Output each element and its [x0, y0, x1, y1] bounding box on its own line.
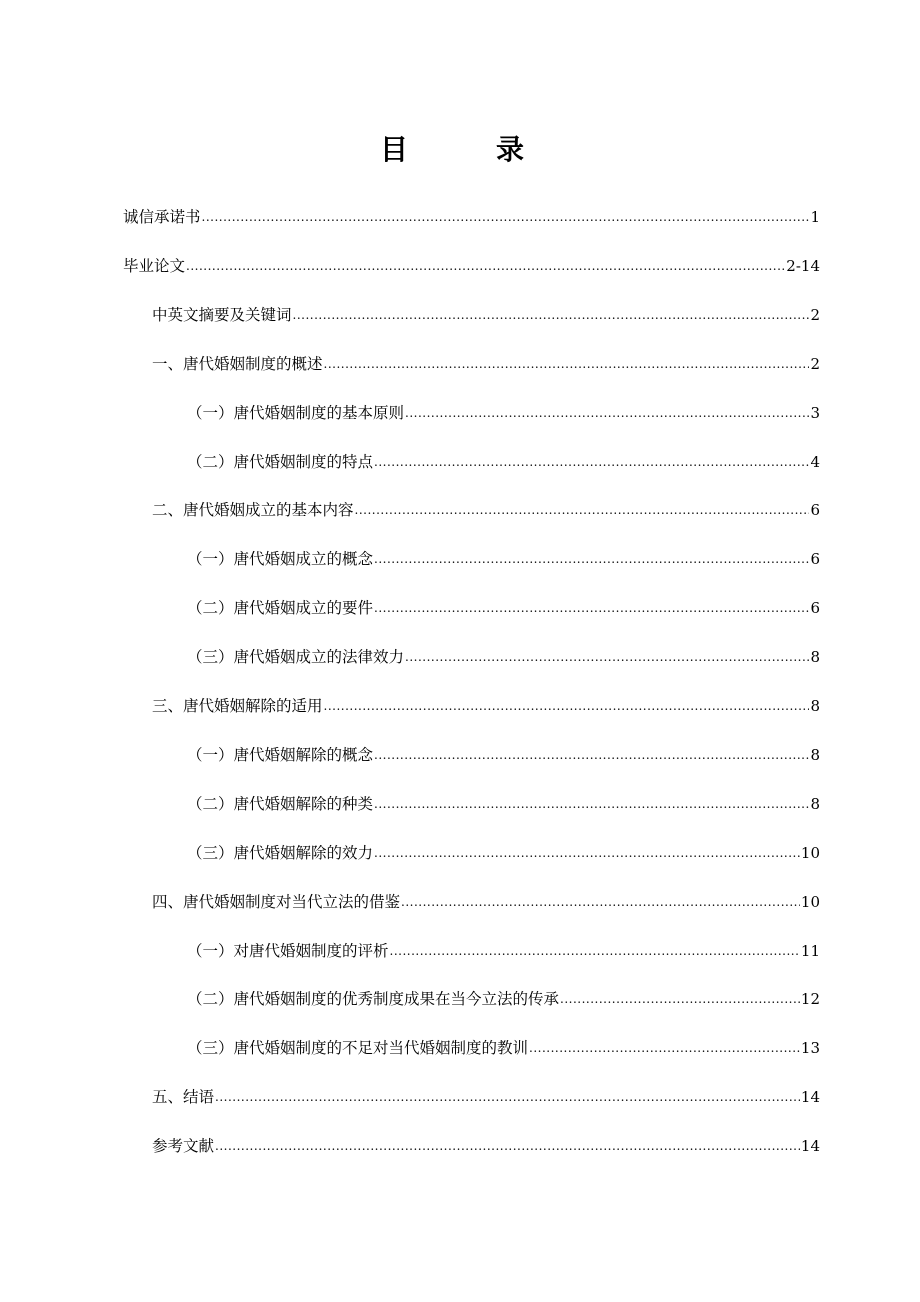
toc-leader-dots [374, 551, 809, 567]
toc-entry-page-number: 10 [800, 843, 820, 862]
toc-entry[interactable] [152, 1086, 820, 1108]
toc-leader-dots [293, 307, 810, 323]
toc-entry-page-number: 2 [810, 354, 820, 373]
toc-leader-dots [355, 502, 810, 518]
toc-entry-title: （三）唐代婚姻成立的法律效力 [187, 648, 405, 667]
toc-entry-page-number: 14 [800, 1137, 820, 1156]
toc-leader-dots [405, 405, 809, 421]
toc-entry-title: （二）唐代婚姻成立的要件 [187, 599, 374, 618]
toc-leader-dots [405, 649, 809, 665]
toc-entry-title: （一）唐代婚姻解除的概念 [187, 745, 374, 764]
toc-entry-page-number: 13 [800, 1039, 820, 1058]
toc-entry-title: 五、结语 [152, 1088, 215, 1107]
toc-entry-title: （二）唐代婚姻制度的特点 [187, 452, 374, 471]
toc-entry[interactable] [187, 597, 820, 619]
toc-entry-page-number: 11 [800, 941, 820, 960]
toc-leader-dots [186, 258, 785, 274]
toc-leader-dots [202, 209, 810, 225]
toc-entry-title: （一）对唐代婚姻制度的评析 [187, 941, 389, 960]
toc-entry-page-number: 6 [810, 501, 820, 520]
toc-entry-page-number: 8 [810, 794, 820, 813]
toc-entry-title: （一）唐代婚姻制度的基本原则 [187, 403, 405, 422]
toc-entry-page-number: 1 [810, 208, 820, 226]
toc-entry-page-number: 14 [800, 1088, 820, 1107]
toc-entry[interactable] [187, 744, 820, 766]
toc-leader-dots [390, 943, 800, 959]
toc-leader-dots [324, 356, 810, 372]
toc-entry-page-number: 2-14 [786, 256, 820, 275]
toc-entry-title: （二）唐代婚姻解除的种类 [187, 794, 374, 813]
toc-entry[interactable] [187, 548, 820, 570]
toc-entry[interactable] [187, 988, 820, 1010]
toc-entry-page-number: 10 [800, 892, 820, 911]
toc-entry[interactable] [187, 1037, 820, 1059]
page-title: 目 录 [379, 133, 554, 166]
toc-entry-page-number: 12 [800, 990, 820, 1009]
toc-entry-page-number: 6 [810, 550, 820, 569]
toc-entry-page-number: 8 [810, 697, 820, 715]
toc-entry-title: （三）唐代婚姻制度的不足对当代婚姻制度的教训 [187, 1039, 529, 1058]
toc-entry-title: （三）唐代婚姻解除的效力 [187, 843, 374, 862]
toc-entry[interactable] [187, 646, 820, 668]
toc-leader-dots [374, 454, 809, 470]
toc-entry-title: 二、唐代婚姻成立的基本内容 [152, 501, 354, 520]
toc-entry[interactable] [152, 891, 820, 913]
toc-leader-dots [374, 600, 809, 616]
toc-leader-dots [374, 747, 809, 763]
toc-entry-title: 三、唐代婚姻解除的适用 [152, 697, 323, 715]
toc-entry-title: 毕业论文 [123, 256, 186, 275]
toc-leader-dots [324, 698, 810, 714]
toc-entry[interactable] [187, 940, 820, 962]
toc-entry[interactable] [187, 402, 820, 424]
toc-leader-dots [374, 796, 809, 812]
toc-entry-title: 诚信承诺书 [123, 208, 201, 226]
toc-entry[interactable] [187, 793, 820, 815]
toc-entry[interactable] [152, 1135, 820, 1157]
toc-entry[interactable] [187, 451, 820, 473]
toc-entry-title: 四、唐代婚姻制度对当代立法的借鉴 [152, 892, 401, 911]
toc-entry-title: 一、唐代婚姻制度的概述 [152, 354, 323, 373]
toc-entry[interactable] [123, 206, 820, 228]
toc-entry-title: （二）唐代婚姻制度的优秀制度成果在当今立法的传承 [187, 990, 560, 1009]
toc-entry-title: 参考文献 [152, 1137, 215, 1156]
toc-leader-dots [215, 1089, 800, 1105]
toc-entry-page-number: 6 [810, 599, 820, 618]
toc-entry[interactable] [152, 304, 820, 326]
toc-entry[interactable] [152, 353, 820, 375]
toc-leader-dots [401, 894, 800, 910]
toc-entry-title: （一）唐代婚姻成立的概念 [187, 550, 374, 569]
toc-entry-page-number: 2 [810, 305, 820, 324]
toc-entry-title: 中英文摘要及关键词 [152, 305, 292, 324]
toc-leader-dots [529, 1040, 800, 1056]
toc-entry[interactable] [152, 499, 820, 521]
toc-entry[interactable] [123, 255, 820, 277]
toc-entry-page-number: 8 [810, 745, 820, 764]
toc-entry[interactable] [152, 695, 820, 717]
toc-entry-page-number: 4 [810, 452, 820, 471]
toc-leader-dots [374, 845, 800, 861]
toc-entry-page-number: 8 [810, 648, 820, 667]
toc-leader-dots [215, 1138, 800, 1154]
toc-leader-dots [560, 991, 800, 1007]
toc-entry-page-number: 3 [810, 403, 820, 422]
toc-entry[interactable] [187, 842, 820, 864]
